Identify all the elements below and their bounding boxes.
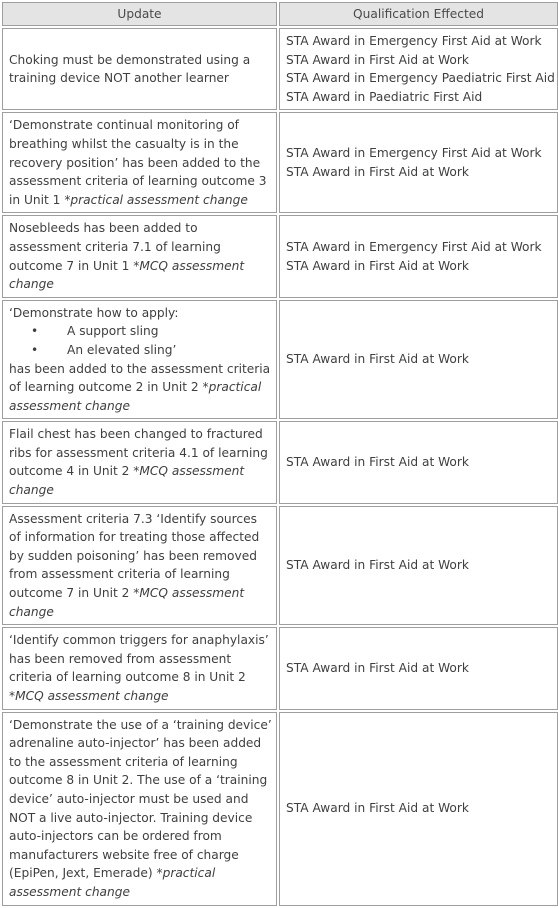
assessment-note: *MCQ assessment change <box>9 689 169 703</box>
list-item <box>9 322 272 341</box>
assessment-note: *practical assessment change <box>64 192 248 207</box>
assessment-note: *practical assessment change <box>9 866 216 899</box>
qualification-cell <box>279 627 558 709</box>
qualification-cell <box>279 28 558 110</box>
update-cell <box>2 215 277 297</box>
table-row <box>2 627 558 709</box>
qualification-cell <box>279 300 558 420</box>
update-cell <box>2 506 277 626</box>
update-cell <box>2 421 277 503</box>
list-item-text: A support sling <box>67 324 159 339</box>
bullet-icon: • <box>31 324 39 339</box>
qualification-item: STA Award in First Aid at Work <box>286 801 469 816</box>
table-row <box>2 112 558 213</box>
qualification-cell <box>279 421 558 503</box>
assessment-note: *MCQ assessment change <box>9 258 245 292</box>
qualification-item: STA Award in First Aid at Work <box>286 558 469 573</box>
table-row <box>2 300 558 420</box>
qualification-item: STA Award in First Aid at Work <box>286 352 469 367</box>
table-row <box>2 215 558 297</box>
update-text: has been added to the assessment criteria of learning outcome 2 in Unit 2 <box>9 361 271 395</box>
assessment-note: *MCQ assessment change <box>9 464 245 498</box>
sling-list <box>9 322 272 359</box>
qualification-item: STA Award in Emergency Paediatric First Aid <box>286 71 555 86</box>
qualification-item: STA Award in First Aid at Work <box>286 258 469 273</box>
qualification-item: STA Award in First Aid at Work <box>286 455 469 470</box>
header-row <box>2 2 558 26</box>
table-row <box>2 421 558 503</box>
update-text: Flail chest has been changed to fractured ribs for assessment criteria 4.1 of learning outcome 4 in Unit 2 <box>9 427 268 479</box>
update-cell <box>2 712 277 906</box>
update-text: Assessment criteria 7.3 ‘Identify sources of information for treating those affected by sudden poisoning’ has been removed from assessment criteria of learning outcome 7 in Unit 2 <box>9 511 260 601</box>
update-cell <box>2 28 277 110</box>
table-row <box>2 712 558 906</box>
update-intro: ‘Demonstrate how to apply: <box>9 305 179 320</box>
list-item <box>9 341 272 360</box>
bullet-icon: • <box>31 342 39 357</box>
assessment-note: *MCQ assessment change <box>9 586 245 619</box>
qualification-column-header: Qualification Effected <box>279 2 558 26</box>
qualification-item: STA Award in Paediatric First Aid <box>286 89 483 104</box>
update-text: ‘Demonstrate the use of a ‘training device’ adrenaline auto-injector’ has been added to the assessment criteria of learning outcome 8 in Unit 2. The use of a ‘training device’ auto-injector must be used and NOT a live auto-injector. Training device auto-injectors can be ordered from manufacturers website free of charge (EpiPen, Jext, Emerade) <box>9 717 272 881</box>
update-column-header: Update <box>2 2 277 26</box>
qualification-cell <box>279 215 558 297</box>
update-cell <box>2 300 277 420</box>
update-text: Choking must be demonstrated using a training device NOT another learner <box>9 52 251 86</box>
update-text: ‘Identify common triggers for anaphylaxis’ has been removed from assessment criteria of learning outcome 8 in Unit 2 <box>9 633 269 685</box>
update-text: Nosebleeds has been added to assessment criteria 7.1 of learning outcome 7 in Unit 1 <box>9 221 221 273</box>
update-cell <box>2 112 277 213</box>
qualification-item: STA Award in First Aid at Work <box>286 52 469 67</box>
qualification-item: STA Award in Emergency First Aid at Work <box>286 34 542 48</box>
qualification-item: STA Award in First Aid at Work <box>286 661 469 676</box>
qualification-item: STA Award in First Aid at Work <box>286 164 469 179</box>
qualification-item: STA Award in Emergency First Aid at Work <box>286 239 542 254</box>
update-text: ‘Demonstrate continual monitoring of breathing whilst the casualty is in the recovery position’ has been added to the assessment criteria of learning outcome 3 in Unit 1 <box>9 118 267 207</box>
qualification-cell <box>279 712 558 906</box>
table-row <box>2 506 558 626</box>
qualification-cell <box>279 506 558 626</box>
qualification-item: STA Award in Emergency First Aid at Work <box>286 146 542 161</box>
assessment-note: *practical assessment change <box>9 380 262 413</box>
qualification-cell <box>279 112 558 213</box>
update-cell <box>2 627 277 709</box>
table-row <box>2 28 558 110</box>
list-item-text: An elevated sling’ <box>67 342 177 357</box>
